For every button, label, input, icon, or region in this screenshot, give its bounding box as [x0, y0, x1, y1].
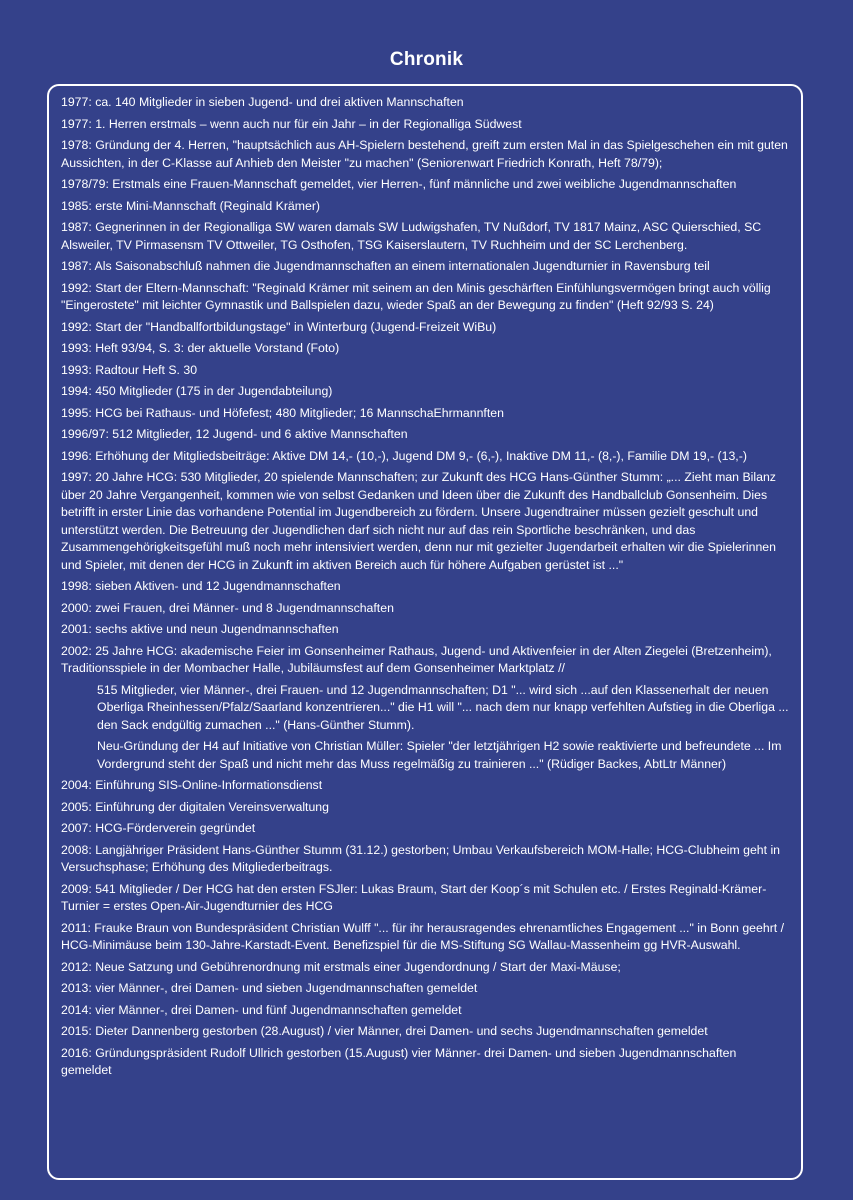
- chronicle-entry: 1993: Radtour Heft S. 30: [61, 362, 198, 377]
- chronicle-entry: 2008: Langjähriger Präsident Hans-Günther Stumm (31.12.) gestorben; Umbau Verkaufsbereich MOM-Halle; HCG-Clubheim geht in Versuchsphase; Erhöhung des Mitgliederbeitrags.: [61, 842, 781, 874]
- chronicle-entry: 1996: Erhöhung der Mitgliedsbeiträge: Aktive DM 14,- (10,-), Jugend DM 9,- (6,-), Inaktive DM 11,- (8,-), Familie DM 19,- (13,-): [61, 448, 747, 463]
- chronicle-entry: 2004: Einführung SIS-Online-Informationsdienst: [61, 778, 323, 792]
- chronicle-entry: 2011: Frauke Braun von Bundespräsident Christian Wulff "... für ihr herausragendes ehrenamtliches Engagement ..." in Bonn geehrt / HCG-Minimäuse beim 130-Jahre-Karstadt-Event. Benefizspiel für die MS-Stiftung SG Wallau-Massenheim gg HVR-Auswahl.: [61, 920, 785, 952]
- chronicle-entry: 1992: Start der "Handballfortbildungstage" in Winterburg (Jugend-Freizeit WiBu): [61, 319, 497, 334]
- page-title: Chronik: [389, 49, 464, 70]
- chronicle-entry: 1987: Als Saisonabschluß nahmen die Jugendmannschaften an einem internationalen Jugendturnier in Ravensburg teil: [61, 259, 710, 273]
- chronicle-entry: 2016: Gründungspräsident Rudolf Ullrich gestorben (15.August) vier Männer- drei Damen- und sieben Jugendmannschaften gemeldet: [61, 1045, 737, 1077]
- chronicle-entry: 1993: Heft 93/94, S. 3: der aktuelle Vorstand (Foto): [61, 341, 340, 355]
- chronicle-entry: 2014: vier Männer-, drei Damen- und fünf Jugendmannschaften gemeldet: [61, 1002, 462, 1017]
- chronicle-entry: 2001: sechs aktive und neun Jugendmannschaften: [61, 622, 339, 636]
- chronicle-entry: 1978/79: Erstmals eine Frauen-Mannschaft gemeldet, vier Herren-, fünf männliche und zwei weibliche Jugendmannschaften: [61, 177, 737, 191]
- chronicle-entry: 1992: Start der Eltern-Mannschaft: "Reginald Krämer mit seinem an den Minis geschärften Einfühlungsvermögen bringt auch völlig "Eingerostete" mit leichter Gymnastik und Ballspielen dazu, wieder Spaß an der Bewegung zu finden" (Heft 92/93 S. 24): [61, 280, 771, 312]
- chronicle-entry: 2009: 541 Mitglieder / Der HCG hat den ersten FSJler: Lukas Braum, Start der Koop´s mit Schulen etc. / Erstes Reginald-Krämer-Turnier = erstes Open-Air-Jugendturnier des HCG: [61, 881, 767, 913]
- chronicle-entry: 1998: sieben Aktiven- und 12 Jugendmannschaften: [61, 579, 341, 593]
- chronicle-entry: 1997: 20 Jahre HCG: 530 Mitglieder, 20 spielende Mannschaften; zur Zukunft des HCG Hans-Günther Stumm: „... Zieht man Bilanz über 20 Jahre Vergangenheit, kommen wie von selbst Gedanken und Ideen über die Zukunft des Handballclub Gonsenheim. Dies betrifft in erster Linie das vorhandene Potential im Jugendbereich zu fördern. Unsere Jugendtrainer müssen gezielt geschult und unterstützt werden. Die Betreuung der Jugendlichen darf sich nicht nur auf das rein Sportliche beschränken, und das Zusammengehörigkeitsgefühl muß noch mehr intensiviert werden, denn nur mit gezielter Jugendarbeit erhalten wir die Spielerinnen und Spieler, mit denen der HCG in Zukunft im aktiven Bereich auch für höhere Aufgaben gerüstet ist ...": [61, 470, 776, 572]
- chronicle-entry: 2005: Einführung der digitalen Vereinsverwaltung: [61, 799, 329, 814]
- chronicle-entry: 515 Mitglieder, vier Männer-, drei Frauen- und 12 Jugendmannschaften; D1 "... wird sich ...auf den Klassenerhalt der neuen Oberliga Rheinhessen/Pfalz/Saarland konzentrieren..." die H1 will "... nach dem nur knapp verfehlten Aufstieg in die Oberliga ... den Sack endgültig zumachen ..." (Hans-Günther Stumm).: [97, 682, 789, 732]
- chronicle-entry: 1977: 1. Herren erstmals – wenn auch nur für ein Jahr – in der Regionalliga Südwest: [61, 116, 522, 131]
- chronicle-entry: 2000: zwei Frauen, drei Männer- und 8 Jugendmannschaften: [61, 600, 394, 615]
- chronicle-entry: 1978: Gründung der 4. Herren, "hauptsächlich aus AH-Spielern bestehend, greift zum ersten Mal in das Spielgeschehen ein mit guten Aussichten, in der C-Klasse auf Anhieb den Meister "zu machen" (Seniorenwart Friedrich Konrath, Heft 78/79);: [61, 138, 788, 170]
- chronicle-entry: 2013: vier Männer-, drei Damen- und sieben Jugendmannschaften gemeldet: [61, 981, 478, 995]
- chronicle-entry: 1977: ca. 140 Mitglieder in sieben Jugend- und drei aktiven Mannschaften: [61, 95, 464, 109]
- chronicle-entry: 2007: HCG-Förderverein gegründet: [61, 821, 256, 835]
- chronicle-entry: 1985: erste Mini-Mannschaft (Reginald Krämer): [61, 198, 321, 213]
- chronicle-entry: 1987: Gegnerinnen in der Regionalliga SW waren damals SW Ludwigshafen, TV Nußdorf, TV 1817 Mainz, ASC Quierschied, SC Alsweiler, TV Pirmasensm TV Ottweiler, TG Osthofen, TSG Kaiserslautern, TV Ruchheim und der SC Lerchenberg.: [61, 220, 762, 252]
- chronicle-entry: 2015: Dieter Dannenberg gestorben (28.August) / vier Männer, drei Damen- und sechs Jugendmannschaften gemeldet: [61, 1024, 708, 1038]
- chronicle-entry: Neu-Gründung der H4 auf Initiative von Christian Müller: Spieler "der letztjährigen H2 sowie reaktivierte und befreundete ... Im Vordergrund steht der Spaß und nicht mehr das Muss regelmäßig zu trainieren ..." (Rüdiger Backes, AbtLtr Männer): [97, 739, 782, 771]
- chronicle-entry: 2012: Neue Satzung und Gebührenordnung mit erstmals einer Jugendordnung / Start der Maxi-Mäuse;: [61, 959, 621, 974]
- chronicle-entry: 1995: HCG bei Rathaus- und Höfefest; 480 Mitglieder; 16 MannschaEhrmannften: [61, 405, 504, 420]
- chronicle-entry: 1996/97: 512 Mitglieder, 12 Jugend- und 6 aktive Mannschaften: [61, 427, 408, 441]
- chronicle-frame: [47, 84, 803, 1180]
- chronicle-entry: 1994: 450 Mitglieder (175 in der Jugendabteilung): [61, 384, 333, 398]
- chronicle-entry: 2002: 25 Jahre HCG: akademische Feier im Gonsenheimer Rathaus, Jugend- und Aktivenfeier in der Alten Ziegelei (Bretzenheim), Traditionsspiele in der Mombacher Halle, Jubiläumsfest auf dem Gonsenheimer Marktplatz //: [61, 643, 772, 675]
